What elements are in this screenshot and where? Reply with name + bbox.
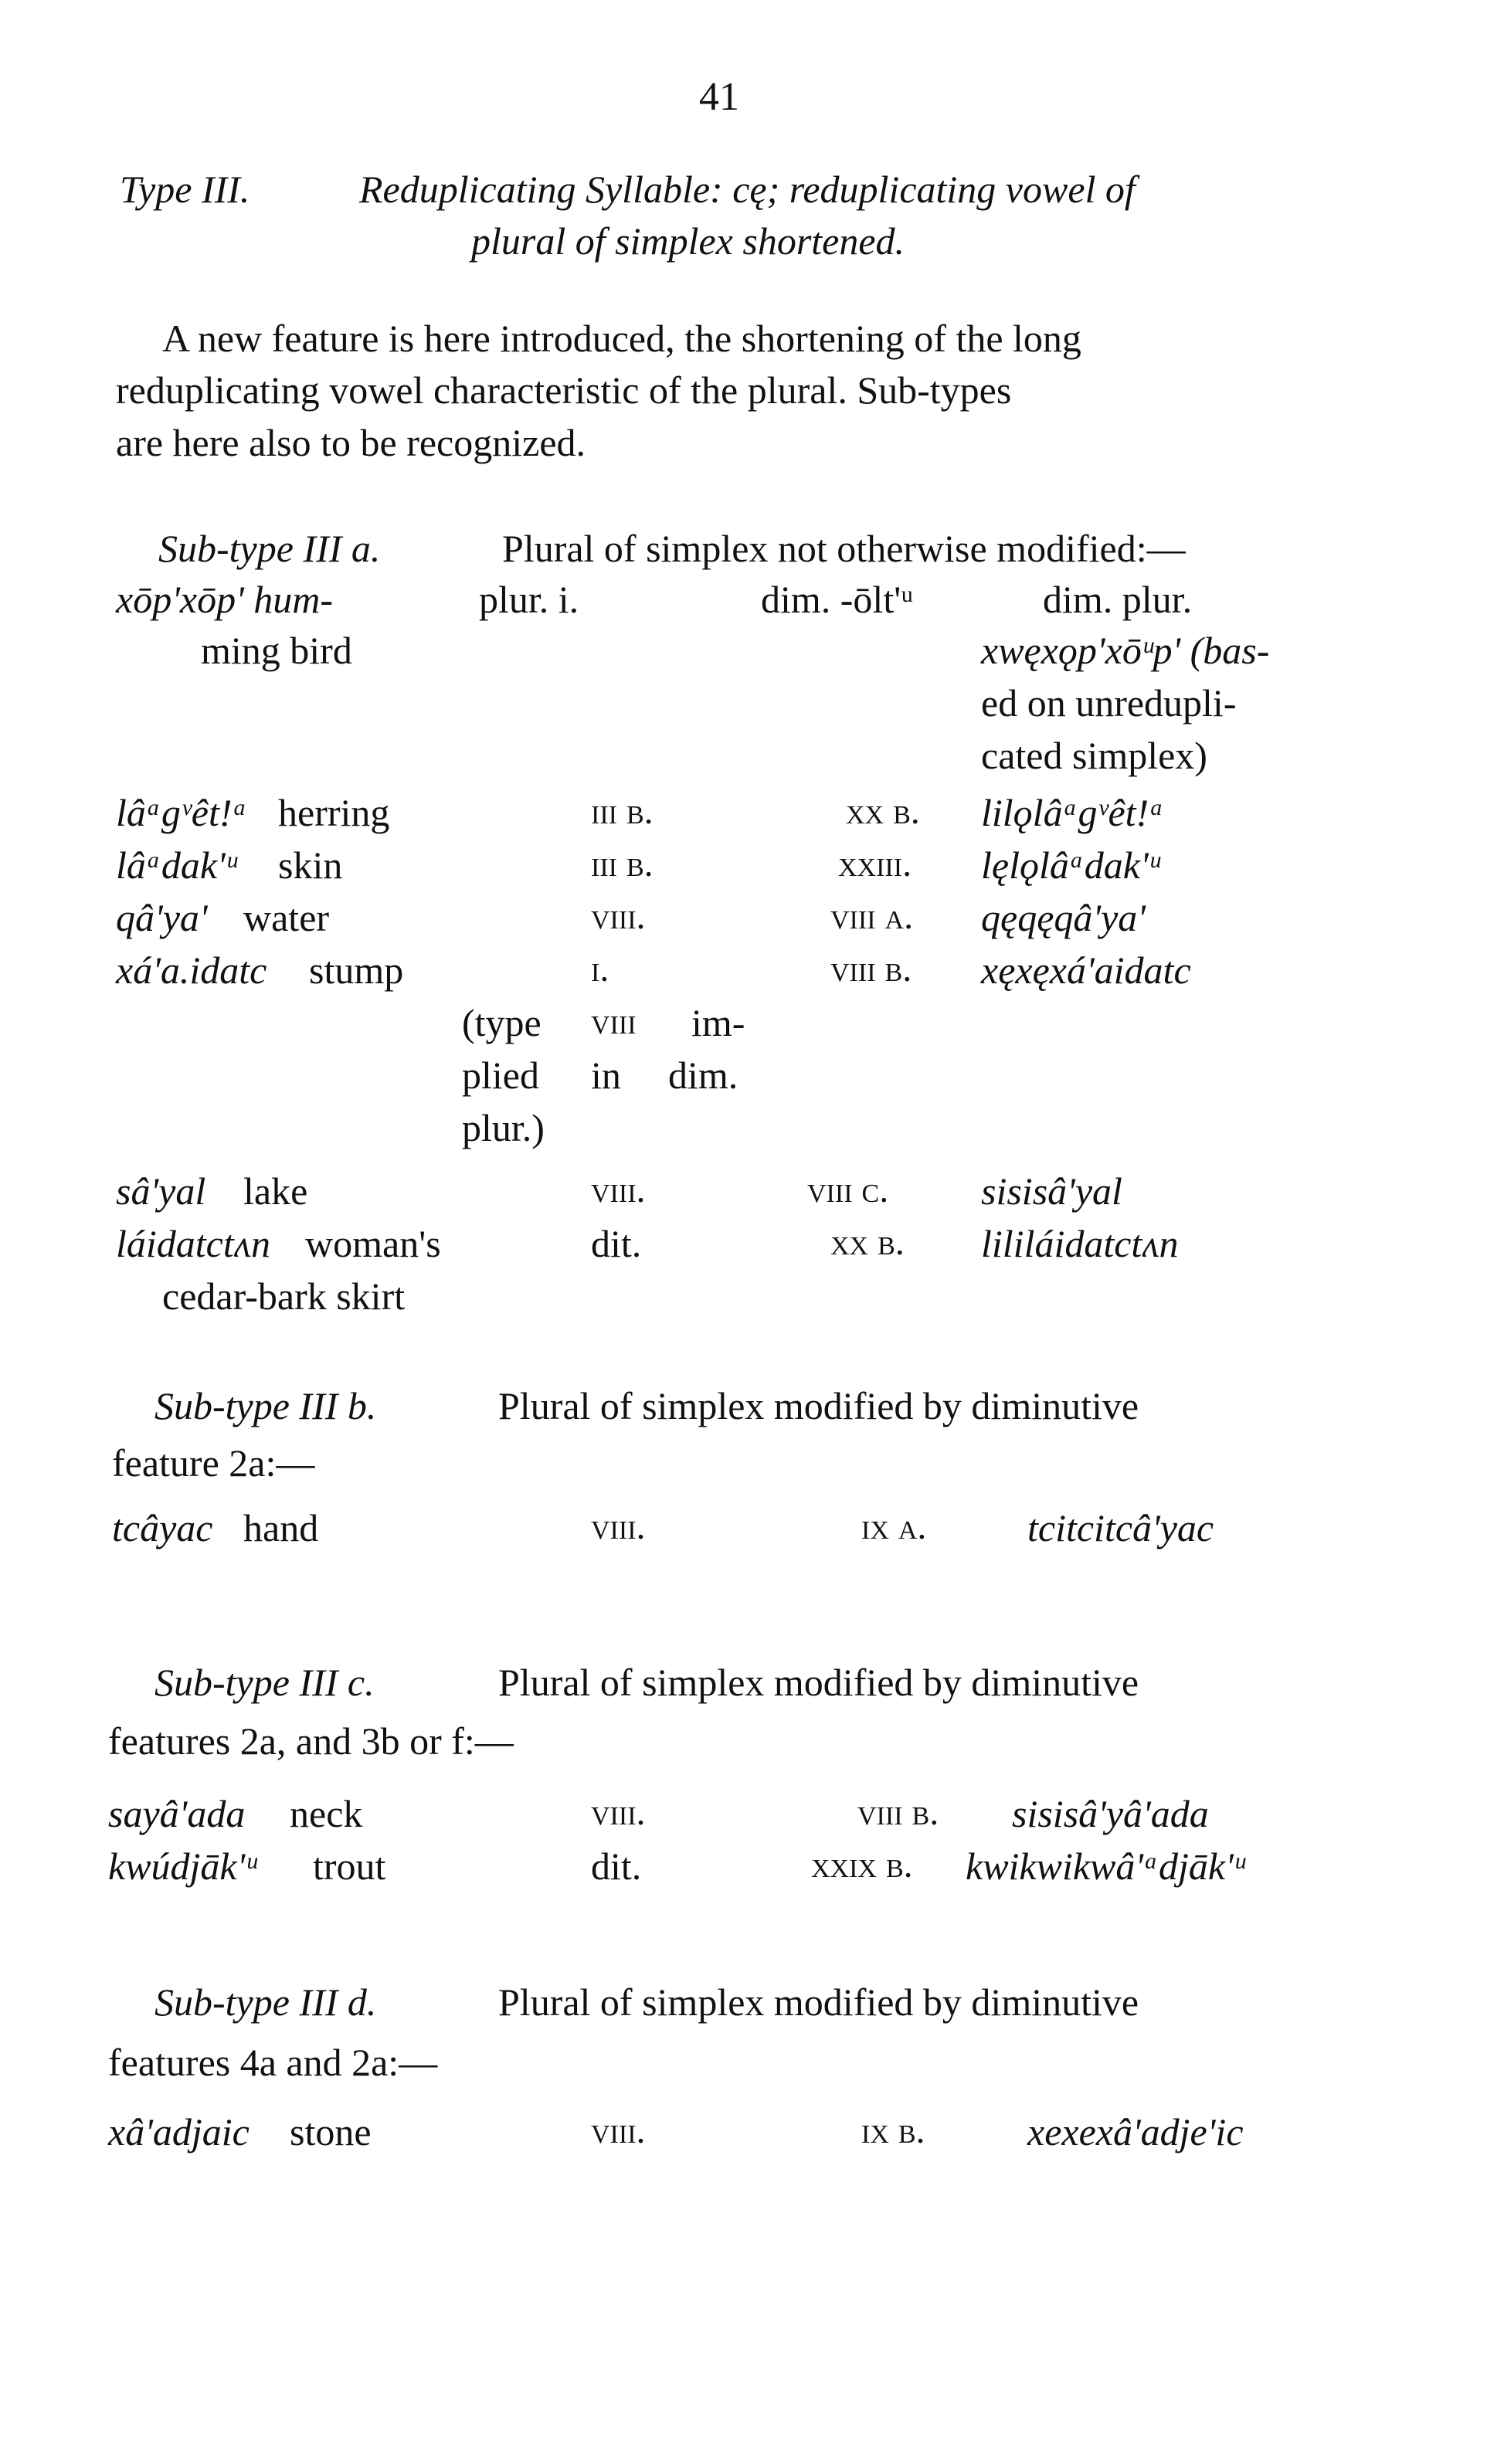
- entry-plural: viii.: [591, 1792, 646, 1833]
- subtype-d-label: Sub-type III d.: [154, 1980, 377, 2024]
- word-hummingbird: xōp'xōp' hum-: [116, 578, 334, 621]
- type-heading-line1: Reduplicating Syllable: cę; reduplicating vowel of: [359, 168, 1136, 211]
- entry-dimplur: sisisâ'yal: [981, 1169, 1122, 1213]
- entry-dimplur: xęxęxá'aidatc: [981, 949, 1191, 992]
- entry-gloss: hand: [243, 1506, 319, 1549]
- entry-dimplur: lililáidatctʌn: [981, 1222, 1179, 1265]
- intro-line: reduplicating vowel characteristic of the plural. Sub-types: [116, 368, 1012, 412]
- entry-dim: xx b.: [846, 791, 920, 832]
- entry-dim: xxix b.: [811, 1845, 913, 1885]
- note-word: (type: [462, 1001, 542, 1044]
- dimplur-note-line: ed on unredupli-: [981, 681, 1237, 725]
- entry-dimplur: lilǫlâᵃgᵛêt!ᵃ: [981, 791, 1165, 834]
- entry-dimplur: tcitcitcâ'yac: [1027, 1506, 1214, 1549]
- entry-dim: ix a.: [861, 1506, 927, 1547]
- subtype-b-label: Sub-type III b.: [154, 1384, 377, 1427]
- note-word: plur.): [462, 1106, 545, 1149]
- entry-plural: dit.: [591, 1222, 642, 1265]
- entry-word: qâ'ya': [116, 896, 208, 939]
- intro-line: A new feature is here introduced, the shortening of the long: [162, 317, 1081, 360]
- column-head-plural: plur. i.: [479, 578, 579, 621]
- entry-dimplur: sisisâ'yâ'ada: [1012, 1792, 1209, 1835]
- dimplur-note-line: xwęxǫp'xōᵘp' (bas-: [981, 629, 1270, 672]
- entry-dimplur: xexexâ'adje'ic: [1027, 2110, 1244, 2153]
- entry-dimplur: lęlǫlâᵃdak'ᵘ: [981, 843, 1160, 887]
- entry-dim: viii b.: [830, 949, 912, 989]
- entry-gloss-cont: cedar-bark skirt: [162, 1274, 406, 1318]
- entry-gloss: stump: [309, 949, 404, 992]
- type-heading-label: Type III.: [120, 168, 250, 211]
- note-word: plied: [462, 1054, 539, 1097]
- entry-plural: viii.: [591, 2110, 646, 2151]
- entry-plural: viii.: [591, 1506, 646, 1547]
- subtype-d-desc: Plural of simplex modified by diminutive: [498, 1980, 1139, 2024]
- entry-dimplur: qęqęqâ'ya': [981, 896, 1146, 939]
- note-word: im-: [691, 1001, 745, 1044]
- intro-line: are here also to be recognized.: [116, 421, 586, 464]
- column-head-dim: dim. -ōlt'ᵘ: [761, 578, 914, 621]
- entry-word: tcâyac: [112, 1506, 213, 1549]
- entry-gloss: herring: [278, 791, 390, 834]
- entry-plural: i.: [591, 949, 609, 989]
- subtype-b-desc: Plural of simplex modified by diminutive: [498, 1384, 1139, 1427]
- entry-word: sayâ'ada: [108, 1792, 246, 1835]
- entry-plural: dit.: [591, 1845, 642, 1888]
- entry-gloss: neck: [290, 1792, 363, 1835]
- entry-dim: viii b.: [857, 1792, 939, 1833]
- dimplur-note-line: cated simplex): [981, 734, 1207, 777]
- entry-gloss: skin: [278, 843, 343, 887]
- entry-gloss: trout: [313, 1845, 386, 1888]
- subtype-a-desc: Plural of simplex not otherwise modified:—: [502, 527, 1186, 570]
- entry-word: lâᵃgᵛêt!ᵃ: [116, 791, 248, 834]
- entry-gloss: woman's: [305, 1222, 441, 1265]
- subtype-b-desc-cont: feature 2a:—: [112, 1441, 315, 1485]
- entry-word: xá'a.idatc: [116, 949, 267, 992]
- entry-dim: ix b.: [861, 2110, 925, 2151]
- entry-gloss: stone: [290, 2110, 372, 2153]
- entry-word: kwúdjāk'ᵘ: [108, 1845, 256, 1888]
- entry-dim: xx b.: [830, 1222, 905, 1263]
- column-head-dimplur: dim. plur.: [1043, 578, 1193, 621]
- entry-word: lâᵃdak'ᵘ: [116, 843, 237, 887]
- entry-plural: iii b.: [591, 791, 654, 832]
- subtype-a-label: Sub-type III a.: [158, 527, 381, 570]
- subtype-c-desc: Plural of simplex modified by diminutive: [498, 1661, 1139, 1704]
- page-number: 41: [699, 75, 739, 119]
- entry-word: láidatctʌn: [116, 1222, 270, 1265]
- type-heading-line2: plural of simplex shortened.: [471, 219, 905, 263]
- note-word: dim.: [668, 1054, 738, 1097]
- entry-gloss: water: [243, 896, 330, 939]
- entry-gloss: lake: [243, 1169, 308, 1213]
- entry-word: sâ'yal: [116, 1169, 206, 1213]
- entry-dim: viii c.: [807, 1169, 889, 1210]
- entry-plural: iii b.: [591, 843, 654, 884]
- note-word: in: [591, 1054, 621, 1097]
- word-hummingbird-cont: ming bird: [201, 629, 352, 672]
- subtype-d-desc-cont: features 4a and 2a:—: [108, 2041, 438, 2084]
- entry-plural: viii.: [591, 896, 646, 937]
- entry-plural: viii.: [591, 1169, 646, 1210]
- entry-dim: xxiii.: [838, 843, 912, 884]
- entry-dimplur: kwikwikwâ'ᵃdjāk'ᵘ: [966, 1845, 1245, 1888]
- note-word: viii: [591, 1001, 637, 1042]
- entry-word: xâ'adjaic: [108, 2110, 250, 2153]
- subtype-c-label: Sub-type III c.: [154, 1661, 375, 1704]
- entry-dim: viii a.: [830, 896, 914, 937]
- subtype-c-desc-cont: features 2a, and 3b or f:—: [108, 1719, 514, 1763]
